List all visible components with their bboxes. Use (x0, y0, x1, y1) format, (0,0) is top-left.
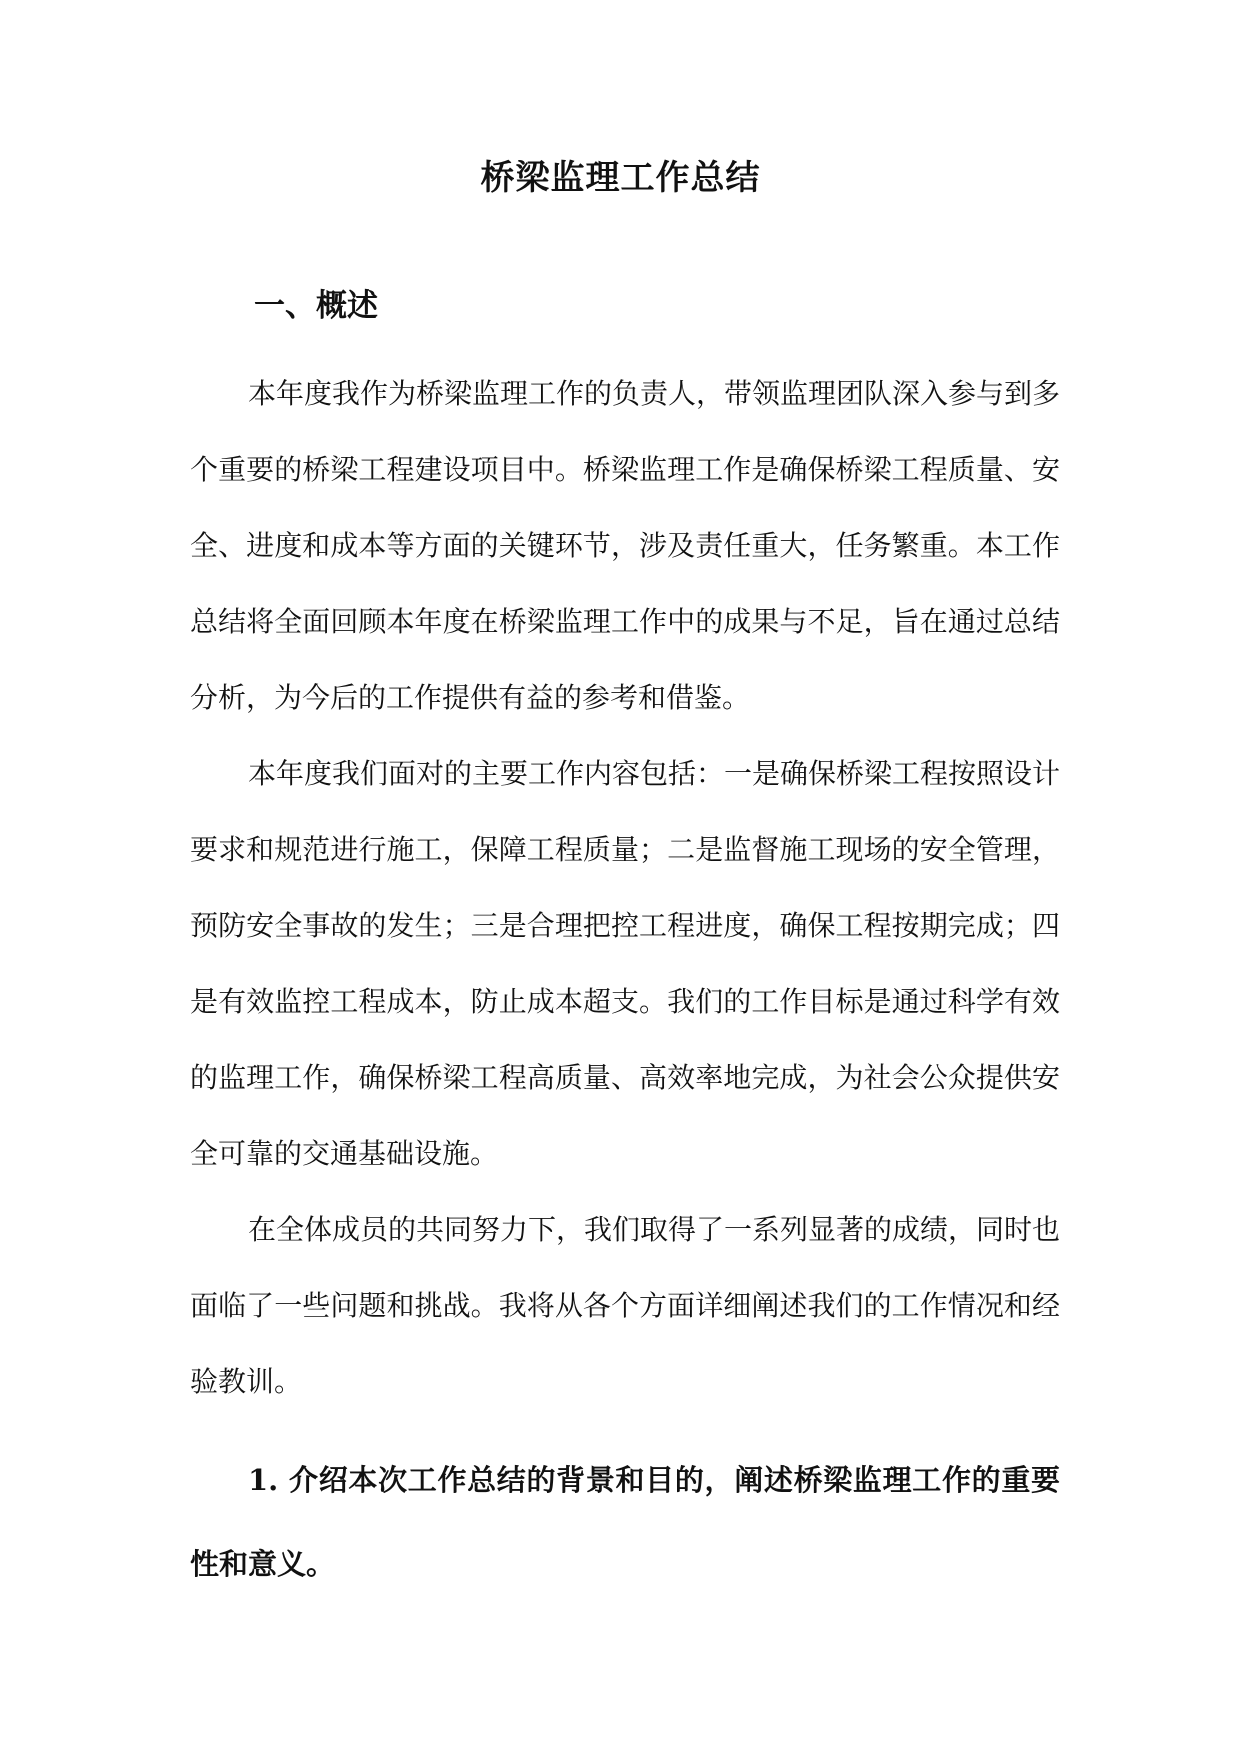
section-heading-overview: 一、概述 (254, 288, 378, 324)
document-title: 桥梁监理工作总结 (480, 158, 761, 198)
paragraph-achievements: 在全体成员的共同努力下，我们取得了一系列显著的成绩，同时也面临了一些问题和挑战。我将从各个方面详细阐述我们的工作情况和经验教训。 (190, 1213, 1061, 1398)
paragraph-work-content: 本年度我们面对的主要工作内容包括：一是确保桥梁工程按照设计要求和规范进行施工，保障工程质量；二是监督施工现场的安全管理，预防安全事故的发生；三是合理把控工程进度，确保工程按期完成；四是有效监控工程成本，防止成本超支。我们的工作目标是通过科学有效的监理工作，确保桥梁工程高质量、高效率地完成，为社会公众提供安全可靠的交通基础设施。 (190, 757, 1061, 1170)
sub-heading-background: 1. 介绍本次工作总结的背景和目的，阐述桥梁监理工作的重要性和意义。 (190, 1463, 1060, 1581)
paragraph-intro: 本年度我作为桥梁监理工作的负责人，带领监理团队深入参与到多个重要的桥梁工程建设项目中。桥梁监理工作是确保桥梁工程质量、安全、进度和成本等方面的关键环节，涉及责任重大，任务繁重。本工作总结将全面回顾本年度在桥梁监理工作中的成果与不足，旨在通过总结分析，为今后的工作提供有益的参考和借鉴。 (190, 377, 1061, 714)
